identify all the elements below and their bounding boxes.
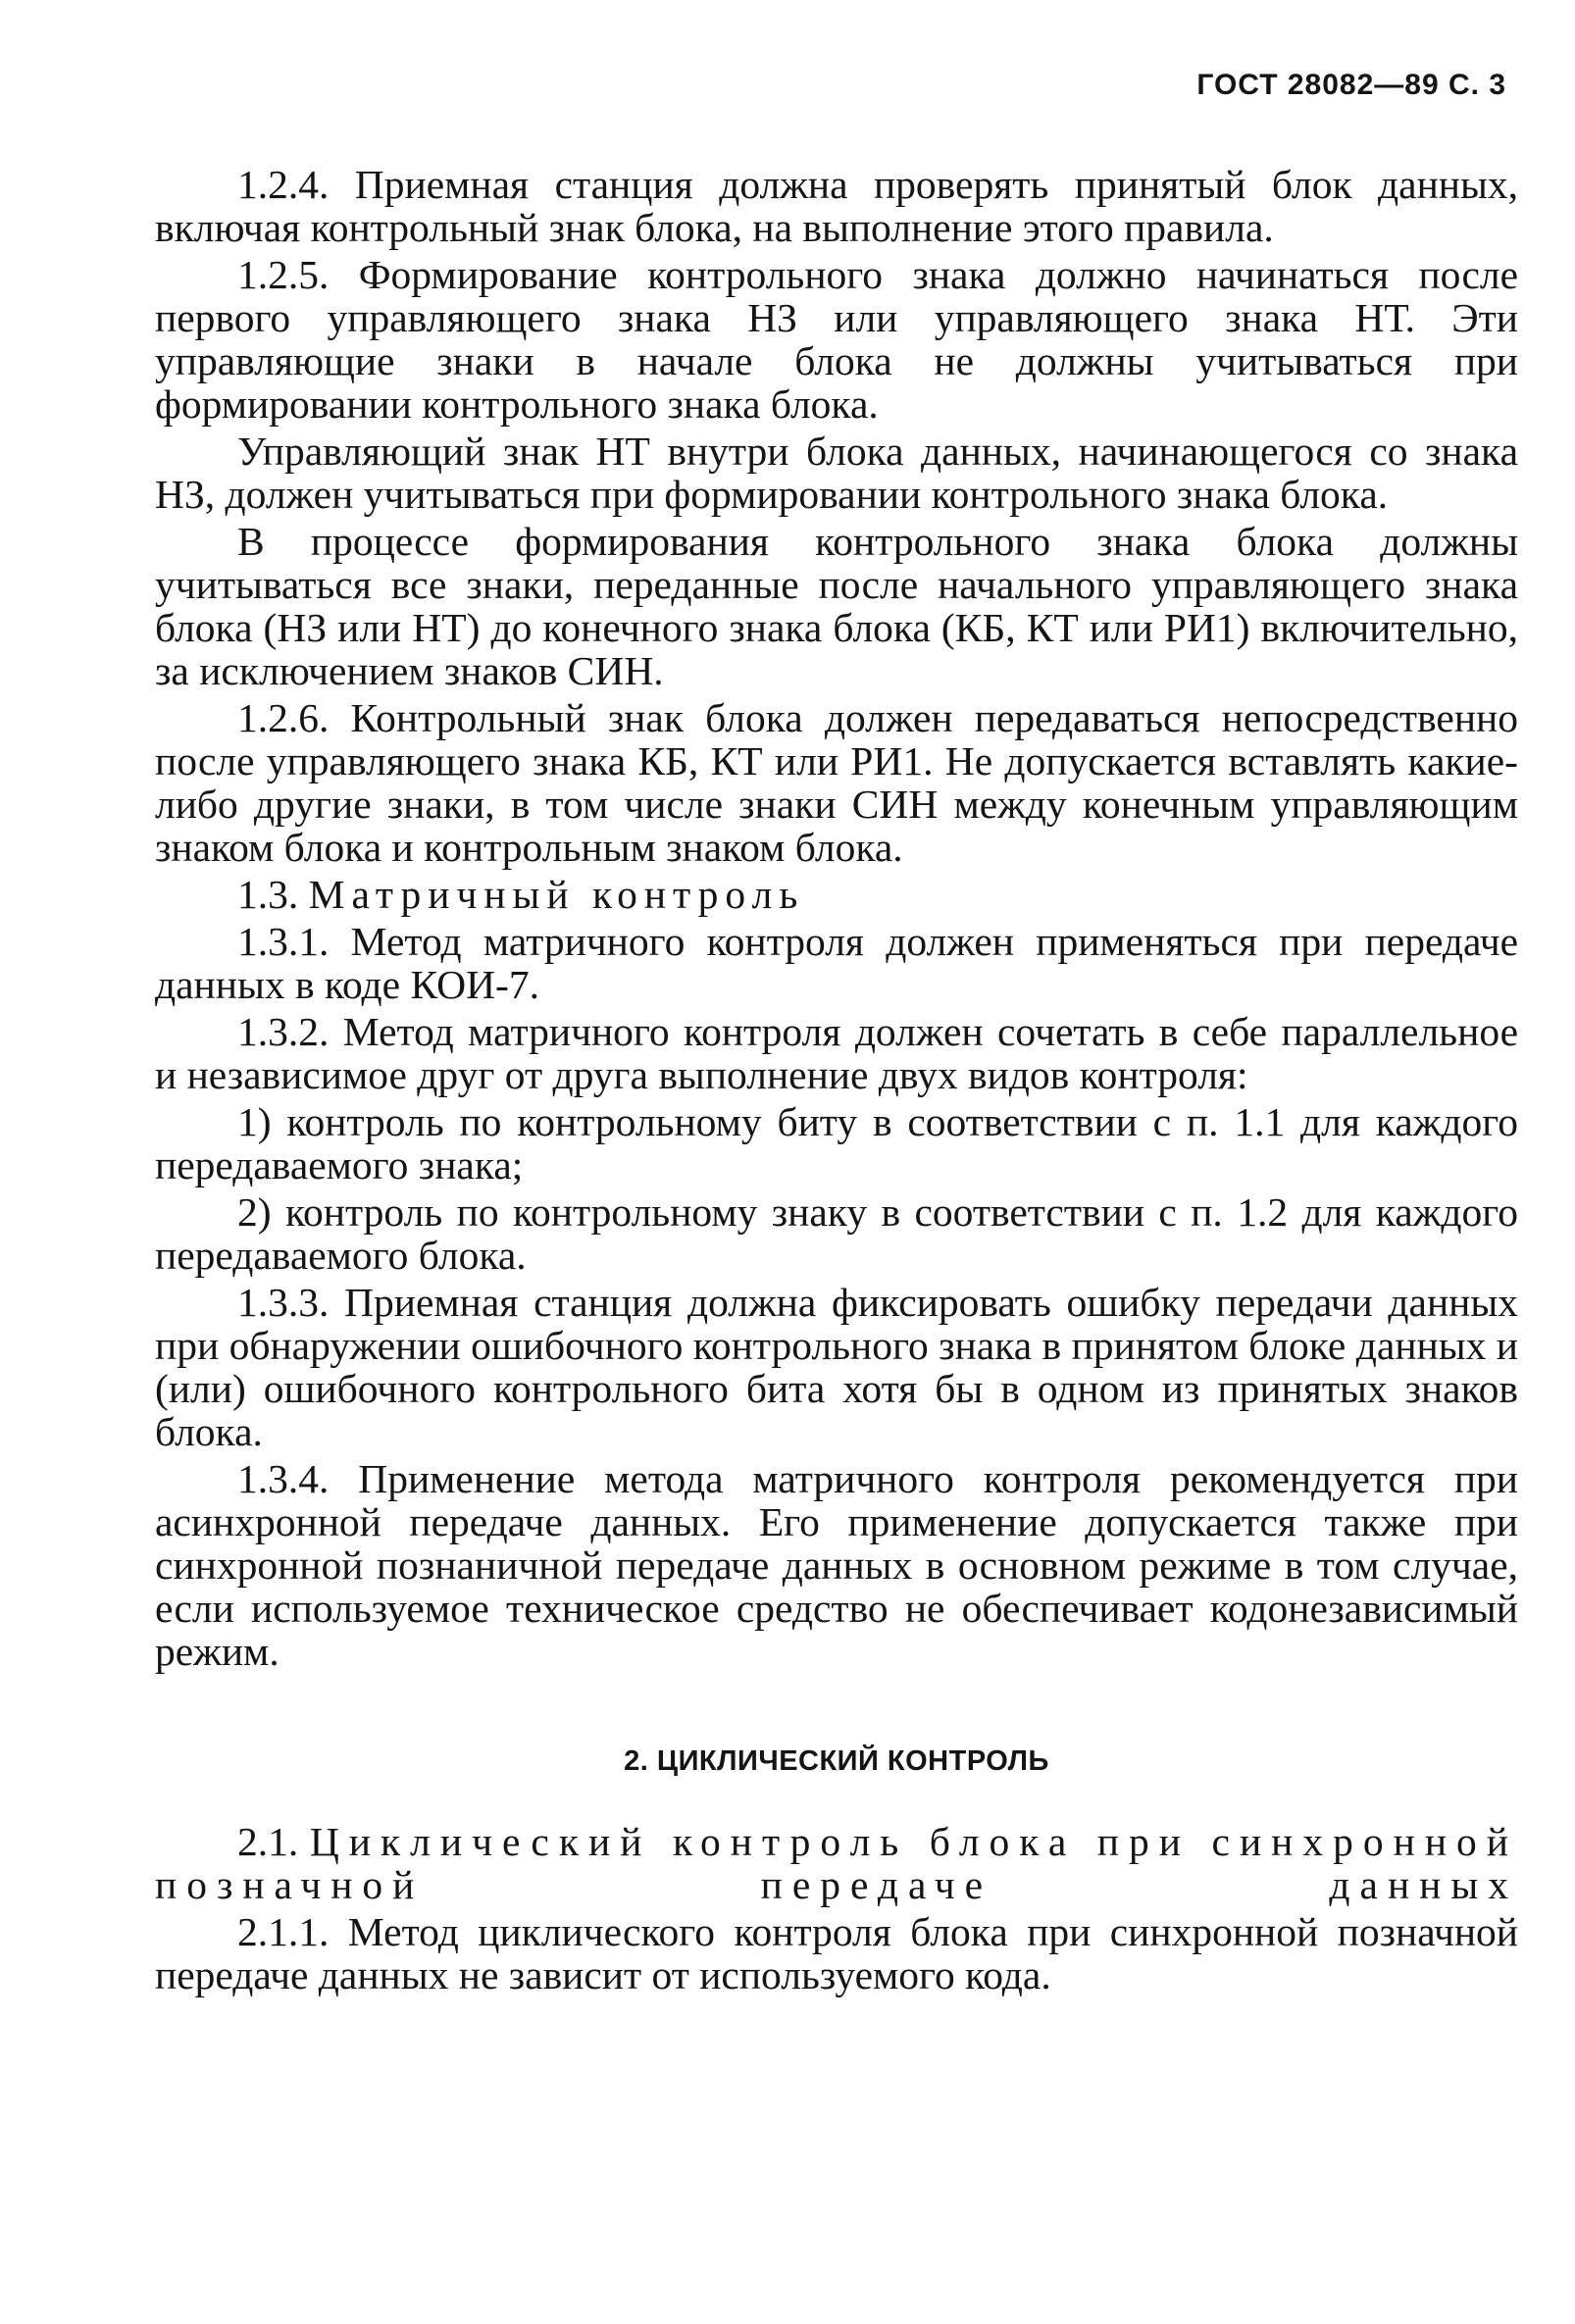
section-1-3-heading (155, 873, 1518, 916)
section-2-1-heading (155, 1820, 1518, 1906)
paragraph-1-2-5: 1.2.5. Формирование контрольного знака должно начинаться после первого управляющего знака НЗ или управляющего знака НТ. Эти управляющие знаки в начале блока не должны учитываться при формировании контрольного знака блока. (155, 252, 1518, 427)
document-body (155, 163, 1518, 2000)
section-2-heading: 2. ЦИКЛИЧЕСКИЙ КОНТРОЛЬ (624, 1745, 1049, 1777)
list-item-1: 1) контроль по контрольному биту в соответствии с п. 1.1 для каждого передаваемого знака; (155, 1099, 1518, 1187)
paragraph-1-2-5-c: В процессе формирования контрольного знака блока должны учитываться все знаки, переданные после начального управляющего знака блока (НЗ или НТ) до конечного знака блока (КБ, КТ или РИ1) включительно, за исключением знаков СИН. (155, 519, 1518, 693)
section-1-3-title: Матричный контроль (308, 872, 805, 917)
paragraph-1-2-5-b: Управляющий знак НТ внутри блока данных, начинающегося со знака НЗ, должен учитываться при формировании контрольного знака блока. (155, 429, 1518, 517)
paragraph-1-2-4: 1.2.4. Приемная станция должна проверять принятый блок данных, включая контрольный знак блока, на выполнение этого правила. (155, 162, 1518, 250)
paragraph-1-2-6: 1.2.6. Контрольный знак блока должен передаваться непосредственно после управляющего знака КБ, КТ или РИ1. Не допускается вставлять какие-либо другие знаки, в том числе знаки СИН между конечным управляющим знаком блока и контрольным знаком блока. (155, 695, 1518, 870)
section-1-3-number: 1.3. (237, 872, 299, 917)
list-item-2: 2) контроль по контрольному знаку в соответствии с п. 1.2 для каждого передаваемого блока. (155, 1189, 1518, 1278)
section-2-1-number: 2.1. (237, 1819, 299, 1864)
running-header: ГОСТ 28082—89 С. 3 (1196, 69, 1506, 101)
section-2-1-title: Циклический контроль блока при синхронной позначной передаче данных (155, 1819, 1518, 1907)
paragraph-1-3-2: 1.3.2. Метод матричного контроля должен сочетать в себе параллельное и независимое друг от друга выполнение двух видов контроля: (155, 1009, 1518, 1097)
paragraph-1-3-4: 1.3.4. Применение метода матричного контроля рекомендуется при асинхронной передаче данных. Его применение допускается также при синхронной познаничной передаче данных в основном режиме в том случае, если используемое техническое средство не обеспечивает кодонезависимый режим. (155, 1456, 1518, 1674)
paragraph-1-3-1: 1.3.1. Метод матричного контроля должен применяться при передаче данных в коде КОИ-7. (155, 919, 1518, 1007)
paragraph-2-1-1: 2.1.1. Метод циклического контроля блока при синхронной позначной передаче данных не зависит от используемого кода. (155, 1909, 1518, 1997)
paragraph-1-3-3: 1.3.3. Приемная станция должна фиксировать ошибку передачи данных при обнаружении ошибочного контрольного знака в принятом блоке данных и (или) ошибочного контрольного бита хотя бы в одном из принятых знаков блока. (155, 1280, 1518, 1454)
